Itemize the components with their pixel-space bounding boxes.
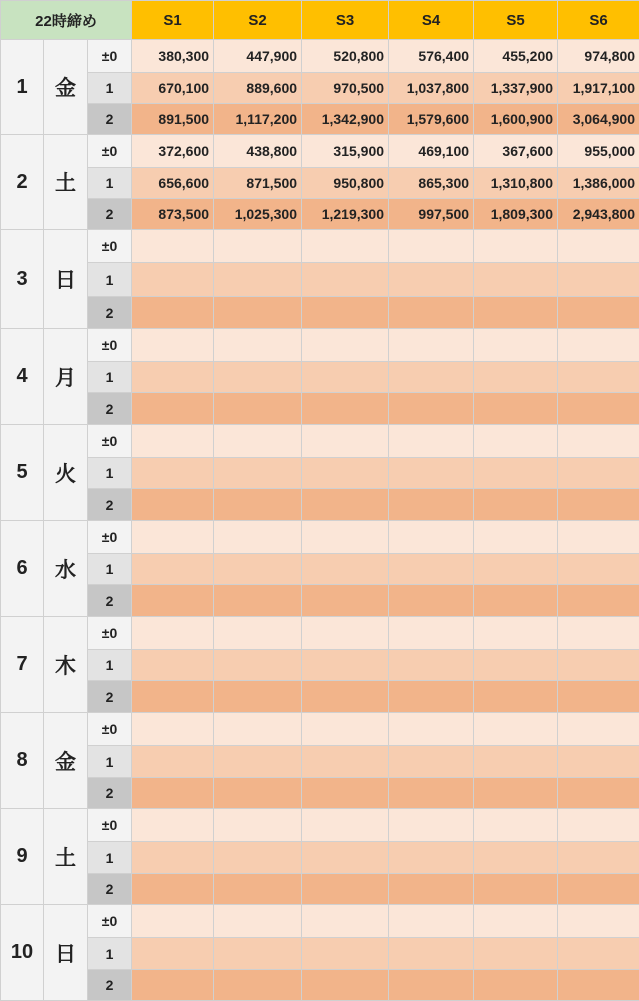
value-cell-s4[interactable] [389, 425, 474, 458]
value-cell-s4[interactable] [389, 938, 474, 970]
value-cell-s6[interactable] [558, 874, 639, 905]
value-cell-s3[interactable] [302, 938, 389, 970]
value-cell-s6[interactable] [558, 521, 639, 554]
value-cell-s3[interactable]: 1,219,300 [302, 199, 389, 230]
corner-label[interactable]: 22時締め [1, 1, 132, 40]
value-cell-s2[interactable]: 1,117,200 [214, 104, 302, 135]
value-cell-s4[interactable] [389, 362, 474, 393]
value-cell-s5[interactable] [474, 329, 558, 362]
value-cell-s6[interactable] [558, 746, 639, 778]
value-cell-s3[interactable] [302, 617, 389, 650]
value-cell-s3[interactable] [302, 713, 389, 746]
value-cell-s4[interactable] [389, 489, 474, 521]
row-label-cell[interactable]: 1 [88, 746, 132, 778]
value-cell-s5[interactable] [474, 681, 558, 713]
value-cell-s1[interactable] [132, 970, 214, 1001]
day-number-cell[interactable]: 7 [1, 617, 44, 713]
table-row [1, 135, 639, 168]
value-cell-s6[interactable] [558, 617, 639, 650]
value-cell-s3[interactable] [302, 554, 389, 585]
value-cell-s1[interactable] [132, 425, 214, 458]
value-cell-s1[interactable]: 873,500 [132, 199, 214, 230]
value-cell-s5[interactable]: 455,200 [474, 40, 558, 73]
row-label-cell[interactable]: 1 [88, 362, 132, 393]
value-cell-s2[interactable] [214, 458, 302, 489]
value-cell-s3[interactable] [302, 681, 389, 713]
day-number-cell[interactable]: 3 [1, 230, 44, 329]
value-cell-s5[interactable] [474, 585, 558, 617]
value-cell-s4[interactable] [389, 617, 474, 650]
value-cell-s2[interactable] [214, 521, 302, 554]
value-cell-s2[interactable] [214, 809, 302, 842]
row-label-cell[interactable]: ±0 [88, 230, 132, 263]
value-cell-s4[interactable] [389, 585, 474, 617]
value-cell-s3[interactable] [302, 263, 389, 297]
value-cell-s3[interactable] [302, 458, 389, 489]
store-header-s6[interactable]: S6 [558, 1, 639, 40]
value-cell-s1[interactable]: 656,600 [132, 168, 214, 199]
weekday-cell[interactable]: 木 [44, 617, 88, 713]
value-cell-s6[interactable]: 3,064,900 [558, 104, 639, 135]
value-cell-s1[interactable]: 380,300 [132, 40, 214, 73]
value-cell-s1[interactable] [132, 874, 214, 905]
value-cell-s1[interactable] [132, 489, 214, 521]
row-label-cell[interactable]: 1 [88, 650, 132, 681]
row-label-cell[interactable]: ±0 [88, 135, 132, 168]
value-cell-s3[interactable] [302, 746, 389, 778]
value-cell-s5[interactable] [474, 393, 558, 425]
table-row [1, 489, 639, 521]
value-cell-s3[interactable] [302, 230, 389, 263]
value-cell-s2[interactable] [214, 230, 302, 263]
row-label-cell[interactable]: 1 [88, 73, 132, 104]
value-cell-s3[interactable] [302, 585, 389, 617]
value-cell-s4[interactable] [389, 809, 474, 842]
value-cell-s5[interactable] [474, 650, 558, 681]
table-row [1, 585, 639, 617]
value-cell-s4[interactable] [389, 521, 474, 554]
value-cell-s1[interactable] [132, 393, 214, 425]
table-row [1, 263, 639, 297]
value-cell-s2[interactable] [214, 585, 302, 617]
value-cell-s2[interactable] [214, 489, 302, 521]
value-cell-s3[interactable] [302, 362, 389, 393]
value-cell-s5[interactable] [474, 263, 558, 297]
row-label-cell[interactable]: ±0 [88, 329, 132, 362]
day-number-cell[interactable]: 10 [1, 905, 44, 1001]
value-cell-s2[interactable] [214, 554, 302, 585]
row-label-cell[interactable]: 2 [88, 489, 132, 521]
table-row [1, 362, 639, 393]
day-number-cell[interactable]: 4 [1, 329, 44, 425]
row-label-cell[interactable]: 1 [88, 168, 132, 199]
table-row [1, 230, 639, 263]
table-row [1, 905, 639, 938]
value-cell-s2[interactable]: 871,500 [214, 168, 302, 199]
value-cell-s1[interactable] [132, 905, 214, 938]
value-cell-s6[interactable]: 2,943,800 [558, 199, 639, 230]
value-cell-s4[interactable]: 1,037,800 [389, 73, 474, 104]
value-cell-s2[interactable] [214, 970, 302, 1001]
table-row [1, 73, 639, 104]
value-cell-s4[interactable] [389, 554, 474, 585]
value-cell-s4[interactable] [389, 393, 474, 425]
value-cell-s1[interactable] [132, 458, 214, 489]
value-cell-s1[interactable] [132, 650, 214, 681]
value-cell-s6[interactable] [558, 425, 639, 458]
table-row [1, 554, 639, 585]
value-cell-s6[interactable] [558, 585, 639, 617]
value-cell-s4[interactable]: 576,400 [389, 40, 474, 73]
value-cell-s1[interactable] [132, 585, 214, 617]
value-cell-s2[interactable] [214, 297, 302, 329]
value-cell-s4[interactable]: 1,579,600 [389, 104, 474, 135]
value-cell-s3[interactable]: 315,900 [302, 135, 389, 168]
value-cell-s6[interactable] [558, 362, 639, 393]
value-cell-s4[interactable] [389, 746, 474, 778]
value-cell-s4[interactable] [389, 874, 474, 905]
value-cell-s2[interactable] [214, 713, 302, 746]
value-cell-s3[interactable] [302, 425, 389, 458]
value-cell-s4[interactable] [389, 681, 474, 713]
value-cell-s6[interactable]: 955,000 [558, 135, 639, 168]
weekday-cell[interactable]: 金 [44, 713, 88, 809]
value-cell-s5[interactable] [474, 458, 558, 489]
value-cell-s6[interactable] [558, 970, 639, 1001]
value-cell-s2[interactable] [214, 650, 302, 681]
value-cell-s1[interactable] [132, 809, 214, 842]
value-cell-s5[interactable] [474, 938, 558, 970]
value-cell-s3[interactable]: 1,342,900 [302, 104, 389, 135]
value-cell-s4[interactable] [389, 297, 474, 329]
value-cell-s5[interactable] [474, 809, 558, 842]
sheet-body [1, 1, 639, 1001]
value-cell-s2[interactable] [214, 393, 302, 425]
row-label-cell[interactable]: 2 [88, 199, 132, 230]
value-cell-s2[interactable]: 889,600 [214, 73, 302, 104]
day-number-cell[interactable]: 5 [1, 425, 44, 521]
value-cell-s6[interactable] [558, 263, 639, 297]
value-cell-s1[interactable] [132, 329, 214, 362]
weekday-cell[interactable]: 日 [44, 905, 88, 1001]
value-cell-s1[interactable] [132, 263, 214, 297]
row-label-cell[interactable]: ±0 [88, 809, 132, 842]
day-number-cell[interactable]: 8 [1, 713, 44, 809]
table-row [1, 521, 639, 554]
table-row [1, 746, 639, 778]
value-cell-s6[interactable] [558, 713, 639, 746]
value-cell-s2[interactable] [214, 842, 302, 874]
row-label-cell[interactable]: 1 [88, 263, 132, 297]
value-cell-s6[interactable] [558, 938, 639, 970]
value-cell-s5[interactable] [474, 970, 558, 1001]
value-cell-s3[interactable]: 950,800 [302, 168, 389, 199]
value-cell-s2[interactable] [214, 425, 302, 458]
value-cell-s4[interactable] [389, 713, 474, 746]
value-cell-s1[interactable] [132, 938, 214, 970]
value-cell-s5[interactable] [474, 617, 558, 650]
value-cell-s6[interactable] [558, 681, 639, 713]
row-label-cell[interactable]: ±0 [88, 905, 132, 938]
table-row [1, 778, 639, 809]
store-header-s4[interactable]: S4 [389, 1, 474, 40]
value-cell-s1[interactable] [132, 362, 214, 393]
weekday-cell[interactable]: 月 [44, 329, 88, 425]
table-row [1, 938, 639, 970]
value-cell-s1[interactable] [132, 746, 214, 778]
value-cell-s1[interactable] [132, 617, 214, 650]
value-cell-s3[interactable] [302, 329, 389, 362]
row-label-cell[interactable]: 2 [88, 104, 132, 135]
day-number-cell[interactable]: 1 [1, 40, 44, 135]
value-cell-s5[interactable] [474, 554, 558, 585]
table-row [1, 458, 639, 489]
row-label-cell[interactable]: ±0 [88, 521, 132, 554]
value-cell-s3[interactable] [302, 650, 389, 681]
value-cell-s5[interactable]: 1,600,900 [474, 104, 558, 135]
table-row [1, 617, 639, 650]
value-cell-s5[interactable] [474, 489, 558, 521]
value-cell-s6[interactable] [558, 489, 639, 521]
row-label-cell[interactable]: 1 [88, 938, 132, 970]
table-row [1, 393, 639, 425]
value-cell-s2[interactable] [214, 681, 302, 713]
value-cell-s1[interactable]: 372,600 [132, 135, 214, 168]
value-cell-s6[interactable]: 1,386,000 [558, 168, 639, 199]
value-cell-s5[interactable]: 1,337,900 [474, 73, 558, 104]
value-cell-s4[interactable] [389, 329, 474, 362]
value-cell-s2[interactable]: 447,900 [214, 40, 302, 73]
row-label-cell[interactable]: 2 [88, 393, 132, 425]
value-cell-s2[interactable] [214, 938, 302, 970]
value-cell-s3[interactable] [302, 297, 389, 329]
table-row [1, 329, 639, 362]
row-label-cell[interactable]: 2 [88, 585, 132, 617]
value-cell-s2[interactable] [214, 617, 302, 650]
table-row [1, 297, 639, 329]
value-cell-s2[interactable] [214, 263, 302, 297]
value-cell-s1[interactable]: 670,100 [132, 73, 214, 104]
value-cell-s6[interactable] [558, 393, 639, 425]
value-cell-s6[interactable]: 1,917,100 [558, 73, 639, 104]
day-number-cell[interactable]: 9 [1, 809, 44, 905]
table-row [1, 104, 639, 135]
table-row [1, 713, 639, 746]
value-cell-s6[interactable] [558, 650, 639, 681]
weekday-cell[interactable]: 日 [44, 230, 88, 329]
value-cell-s6[interactable] [558, 329, 639, 362]
row-label-cell[interactable]: 2 [88, 681, 132, 713]
value-cell-s4[interactable] [389, 230, 474, 263]
value-cell-s2[interactable]: 438,800 [214, 135, 302, 168]
value-cell-s6[interactable] [558, 230, 639, 263]
table-row [1, 199, 639, 230]
weekday-cell[interactable]: 火 [44, 425, 88, 521]
table-row [1, 425, 639, 458]
value-cell-s4[interactable]: 997,500 [389, 199, 474, 230]
row-label-cell[interactable]: 1 [88, 554, 132, 585]
value-cell-s1[interactable] [132, 778, 214, 809]
value-cell-s6[interactable] [558, 297, 639, 329]
value-cell-s1[interactable] [132, 842, 214, 874]
weekday-cell[interactable]: 金 [44, 40, 88, 135]
value-cell-s3[interactable] [302, 905, 389, 938]
value-cell-s3[interactable] [302, 970, 389, 1001]
value-cell-s5[interactable] [474, 746, 558, 778]
value-cell-s6[interactable] [558, 458, 639, 489]
value-cell-s3[interactable] [302, 842, 389, 874]
row-label-cell[interactable]: ±0 [88, 425, 132, 458]
value-cell-s5[interactable]: 1,809,300 [474, 199, 558, 230]
value-cell-s5[interactable] [474, 425, 558, 458]
row-label-cell[interactable]: 2 [88, 778, 132, 809]
value-cell-s1[interactable]: 891,500 [132, 104, 214, 135]
table-row [1, 650, 639, 681]
value-cell-s3[interactable]: 970,500 [302, 73, 389, 104]
value-cell-s1[interactable] [132, 297, 214, 329]
row-label-cell[interactable]: ±0 [88, 617, 132, 650]
value-cell-s3[interactable] [302, 489, 389, 521]
table-row [1, 809, 639, 842]
weekday-cell[interactable]: 土 [44, 809, 88, 905]
value-cell-s4[interactable] [389, 263, 474, 297]
store-header-s2[interactable]: S2 [214, 1, 302, 40]
value-cell-s5[interactable] [474, 297, 558, 329]
value-cell-s5[interactable] [474, 842, 558, 874]
value-cell-s4[interactable] [389, 842, 474, 874]
value-cell-s1[interactable] [132, 521, 214, 554]
value-cell-s3[interactable] [302, 874, 389, 905]
value-cell-s6[interactable] [558, 809, 639, 842]
value-cell-s2[interactable] [214, 329, 302, 362]
value-cell-s4[interactable]: 865,300 [389, 168, 474, 199]
value-cell-s6[interactable] [558, 842, 639, 874]
value-cell-s5[interactable]: 367,600 [474, 135, 558, 168]
value-cell-s3[interactable] [302, 778, 389, 809]
value-cell-s2[interactable]: 1,025,300 [214, 199, 302, 230]
value-cell-s2[interactable] [214, 778, 302, 809]
table-row [1, 874, 639, 905]
weekday-cell[interactable]: 土 [44, 135, 88, 230]
store-header-s1[interactable]: S1 [132, 1, 214, 40]
value-cell-s6[interactable]: 974,800 [558, 40, 639, 73]
value-cell-s5[interactable] [474, 521, 558, 554]
value-cell-s1[interactable] [132, 230, 214, 263]
value-cell-s2[interactable] [214, 362, 302, 393]
store-header-s3[interactable]: S3 [302, 1, 389, 40]
value-cell-s2[interactable] [214, 874, 302, 905]
value-cell-s1[interactable] [132, 681, 214, 713]
row-label-cell[interactable]: 2 [88, 874, 132, 905]
value-cell-s3[interactable] [302, 809, 389, 842]
row-label-cell[interactable]: 2 [88, 297, 132, 329]
value-cell-s4[interactable] [389, 778, 474, 809]
table-row [1, 168, 639, 199]
value-cell-s4[interactable] [389, 650, 474, 681]
table-row [1, 842, 639, 874]
value-cell-s3[interactable]: 520,800 [302, 40, 389, 73]
value-cell-s5[interactable] [474, 874, 558, 905]
value-cell-s5[interactable] [474, 230, 558, 263]
header-row [1, 1, 639, 40]
value-cell-s5[interactable]: 1,310,800 [474, 168, 558, 199]
table-row [1, 40, 639, 73]
weekday-cell[interactable]: 水 [44, 521, 88, 617]
row-label-cell[interactable]: 2 [88, 970, 132, 1001]
value-cell-s4[interactable] [389, 905, 474, 938]
row-label-cell[interactable]: 1 [88, 842, 132, 874]
day-number-cell[interactable]: 2 [1, 135, 44, 230]
table-row [1, 970, 639, 1001]
row-label-cell[interactable]: 1 [88, 458, 132, 489]
day-number-cell[interactable]: 6 [1, 521, 44, 617]
value-cell-s3[interactable] [302, 521, 389, 554]
row-label-cell[interactable]: ±0 [88, 40, 132, 73]
value-cell-s6[interactable] [558, 905, 639, 938]
value-cell-s5[interactable] [474, 778, 558, 809]
value-cell-s6[interactable] [558, 554, 639, 585]
value-cell-s6[interactable] [558, 778, 639, 809]
value-cell-s5[interactable] [474, 713, 558, 746]
row-label-cell[interactable]: ±0 [88, 713, 132, 746]
value-cell-s1[interactable] [132, 554, 214, 585]
value-cell-s2[interactable] [214, 905, 302, 938]
value-cell-s2[interactable] [214, 746, 302, 778]
store-header-s5[interactable]: S5 [474, 1, 558, 40]
value-cell-s3[interactable] [302, 393, 389, 425]
value-cell-s5[interactable] [474, 905, 558, 938]
value-cell-s4[interactable]: 469,100 [389, 135, 474, 168]
value-cell-s5[interactable] [474, 362, 558, 393]
value-cell-s4[interactable] [389, 970, 474, 1001]
value-cell-s1[interactable] [132, 713, 214, 746]
table-row [1, 681, 639, 713]
value-cell-s4[interactable] [389, 458, 474, 489]
